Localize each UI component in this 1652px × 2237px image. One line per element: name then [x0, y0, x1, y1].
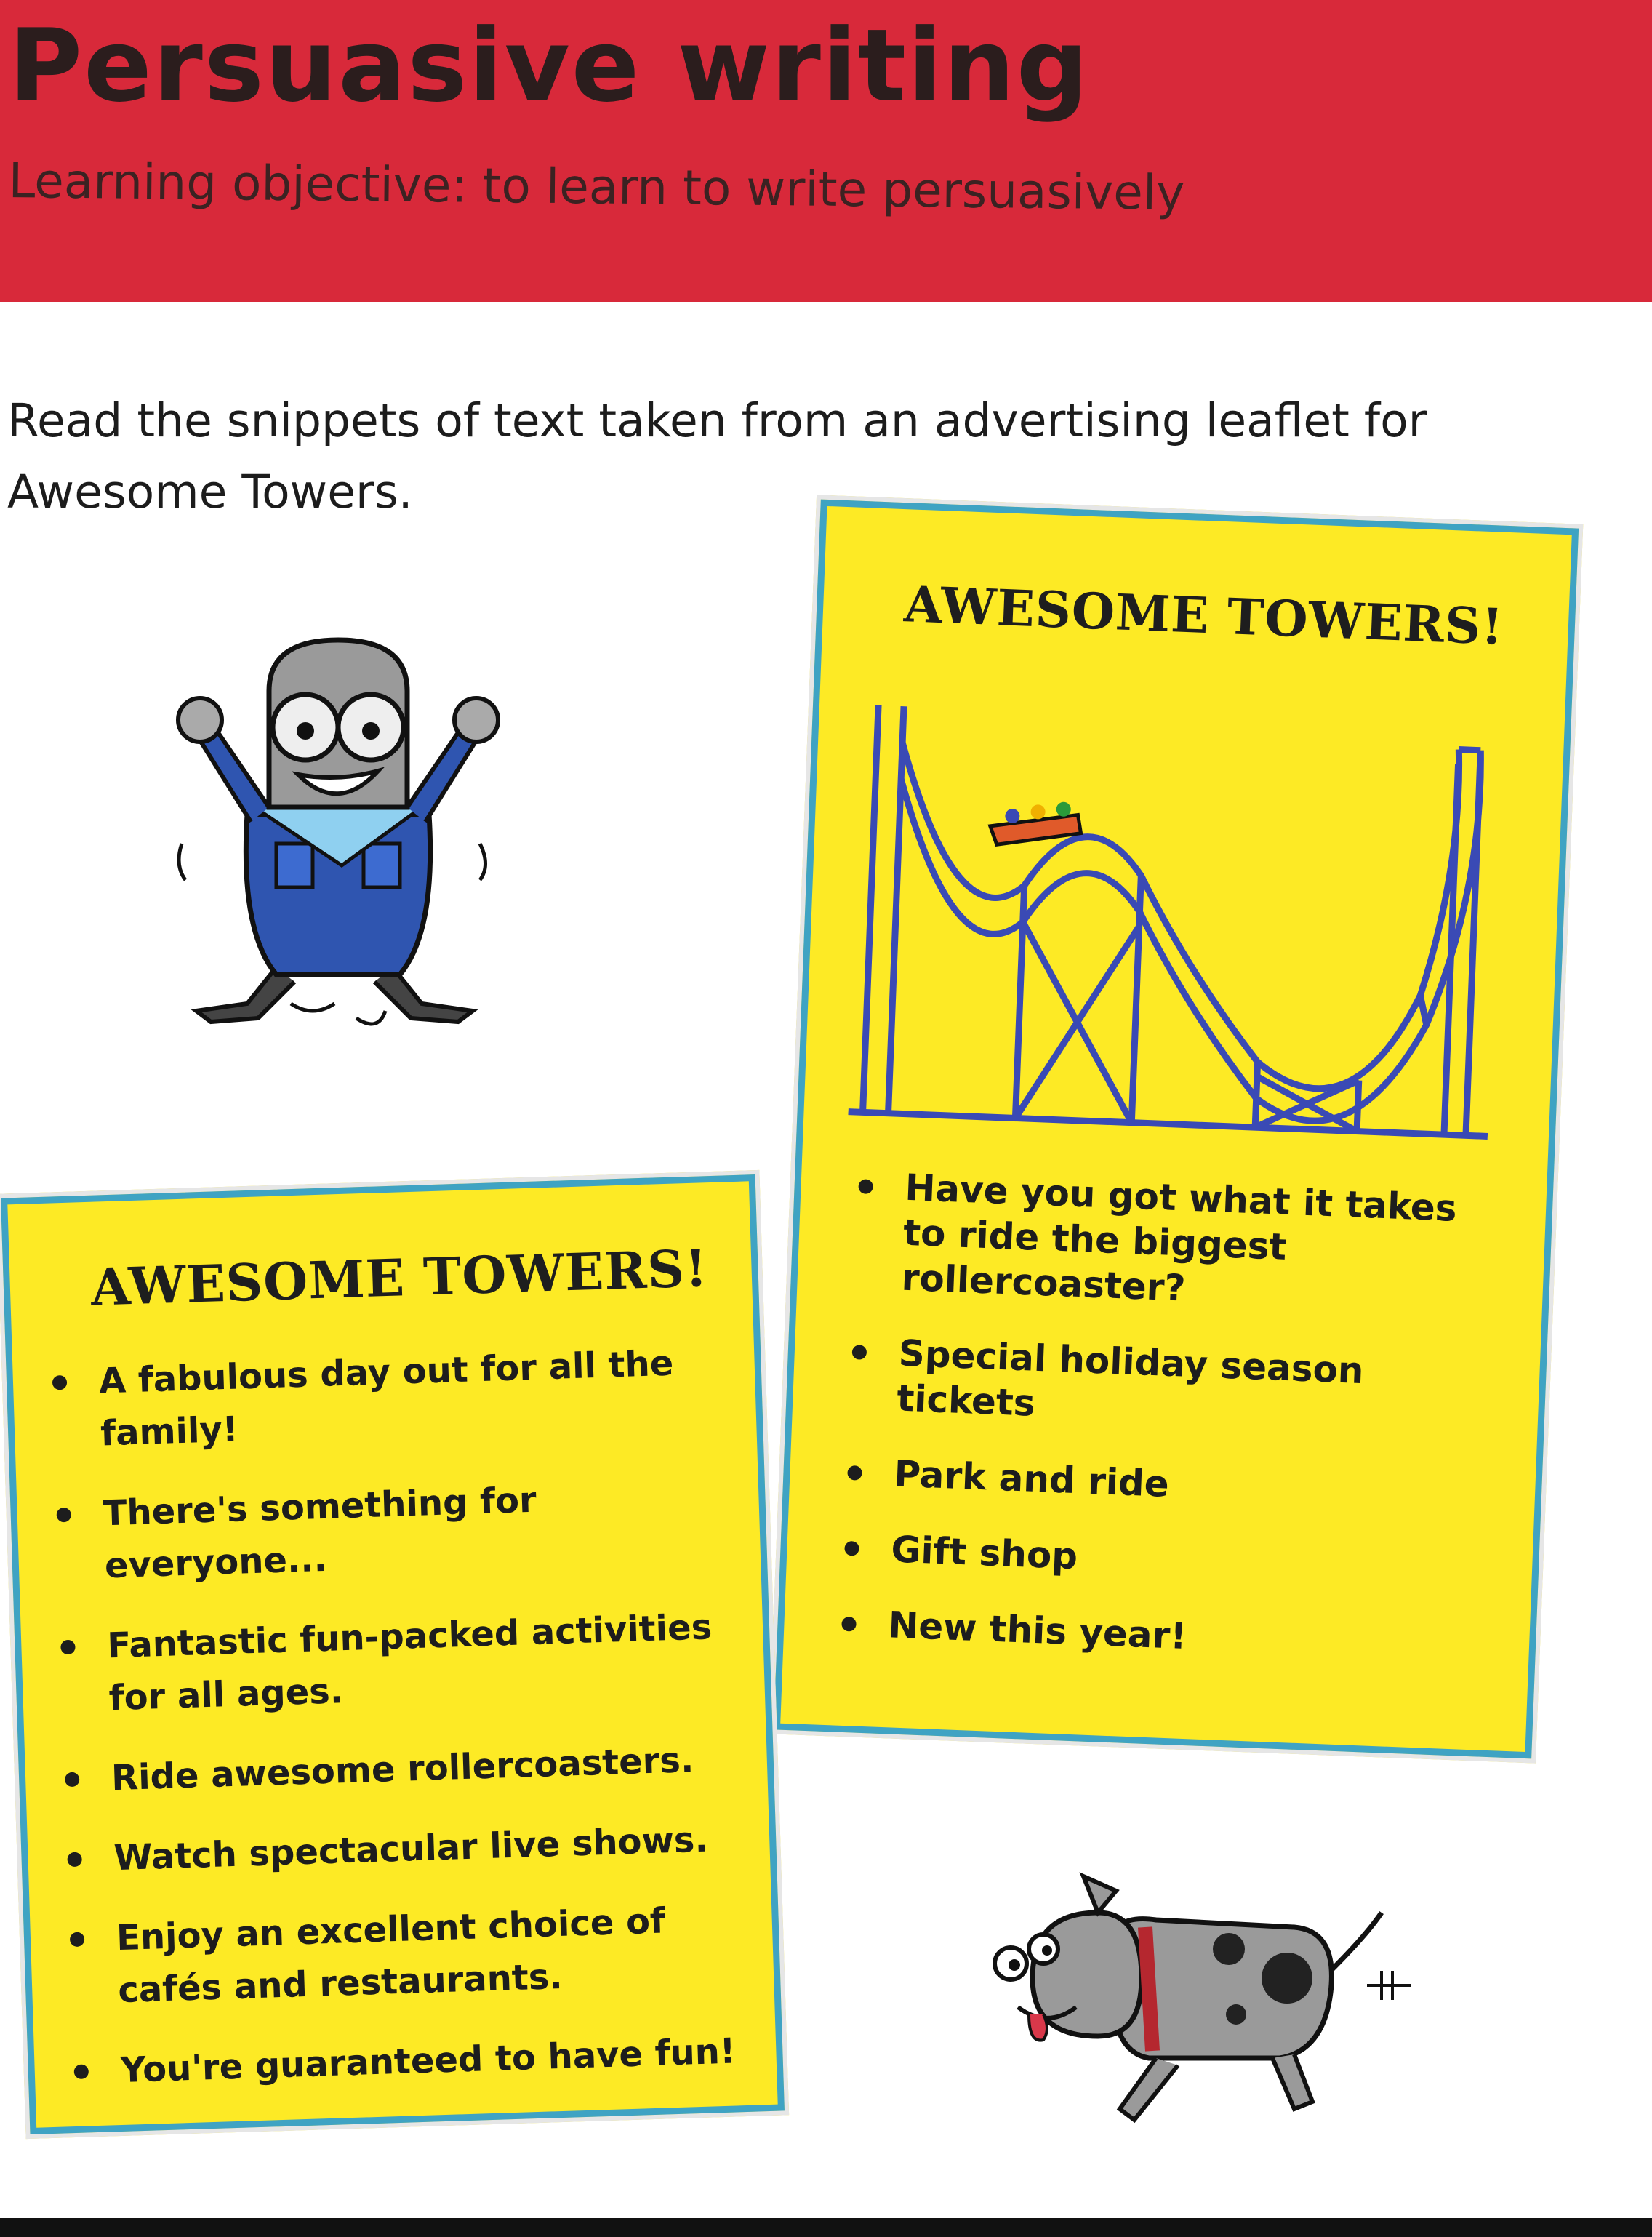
list-item: There's something for everyone... — [43, 1468, 722, 1594]
intro-instruction: Read the snippets of text taken from an advertising leaflet for Awesome Towers. — [7, 394, 1427, 519]
dog-illustration — [989, 1869, 1411, 2138]
list-item: Gift shop — [830, 1524, 1486, 1595]
leaflet-card-left — [0, 1170, 789, 2139]
list-item: A fabulous day out for all the family! — [39, 1336, 718, 1462]
list-item: Park and ride — [833, 1449, 1489, 1519]
list-item: New this year! — [827, 1600, 1483, 1670]
leaflet-right-title: AWESOME TOWERS! — [902, 575, 1505, 657]
rollercoaster-illustration — [848, 697, 1504, 1150]
list-item: Have you got what it takes to ride the biggest rollercoaster? — [841, 1163, 1500, 1323]
list-item: Watch spectacular live shows. — [54, 1813, 731, 1886]
header-banner — [0, 0, 1652, 302]
leaflet-right-bullets — [827, 1163, 1500, 1701]
professor-character-illustration — [167, 625, 509, 1047]
list-item: Special holiday season tickets — [836, 1328, 1493, 1443]
list-item: Ride awesome rollercoasters. — [51, 1733, 729, 1806]
page-title: Persuasive writing — [9, 7, 1090, 124]
leaflet-left-bullets — [39, 1336, 739, 2126]
list-item: Enjoy an excellent choice of cafés and restaurants. — [56, 1893, 735, 2019]
learning-objective: Learning objective: to learn to write persuasively — [8, 153, 1185, 221]
leaflet-left-title: AWESOME TOWERS! — [89, 1238, 709, 1318]
bottom-edge-bar — [0, 2218, 1652, 2237]
list-item: Fantastic fun-packed activities for all ages. — [47, 1601, 726, 1726]
list-item: You're guaranteed to have fun! — [60, 2025, 738, 2098]
leaflet-card-right — [769, 495, 1584, 1763]
